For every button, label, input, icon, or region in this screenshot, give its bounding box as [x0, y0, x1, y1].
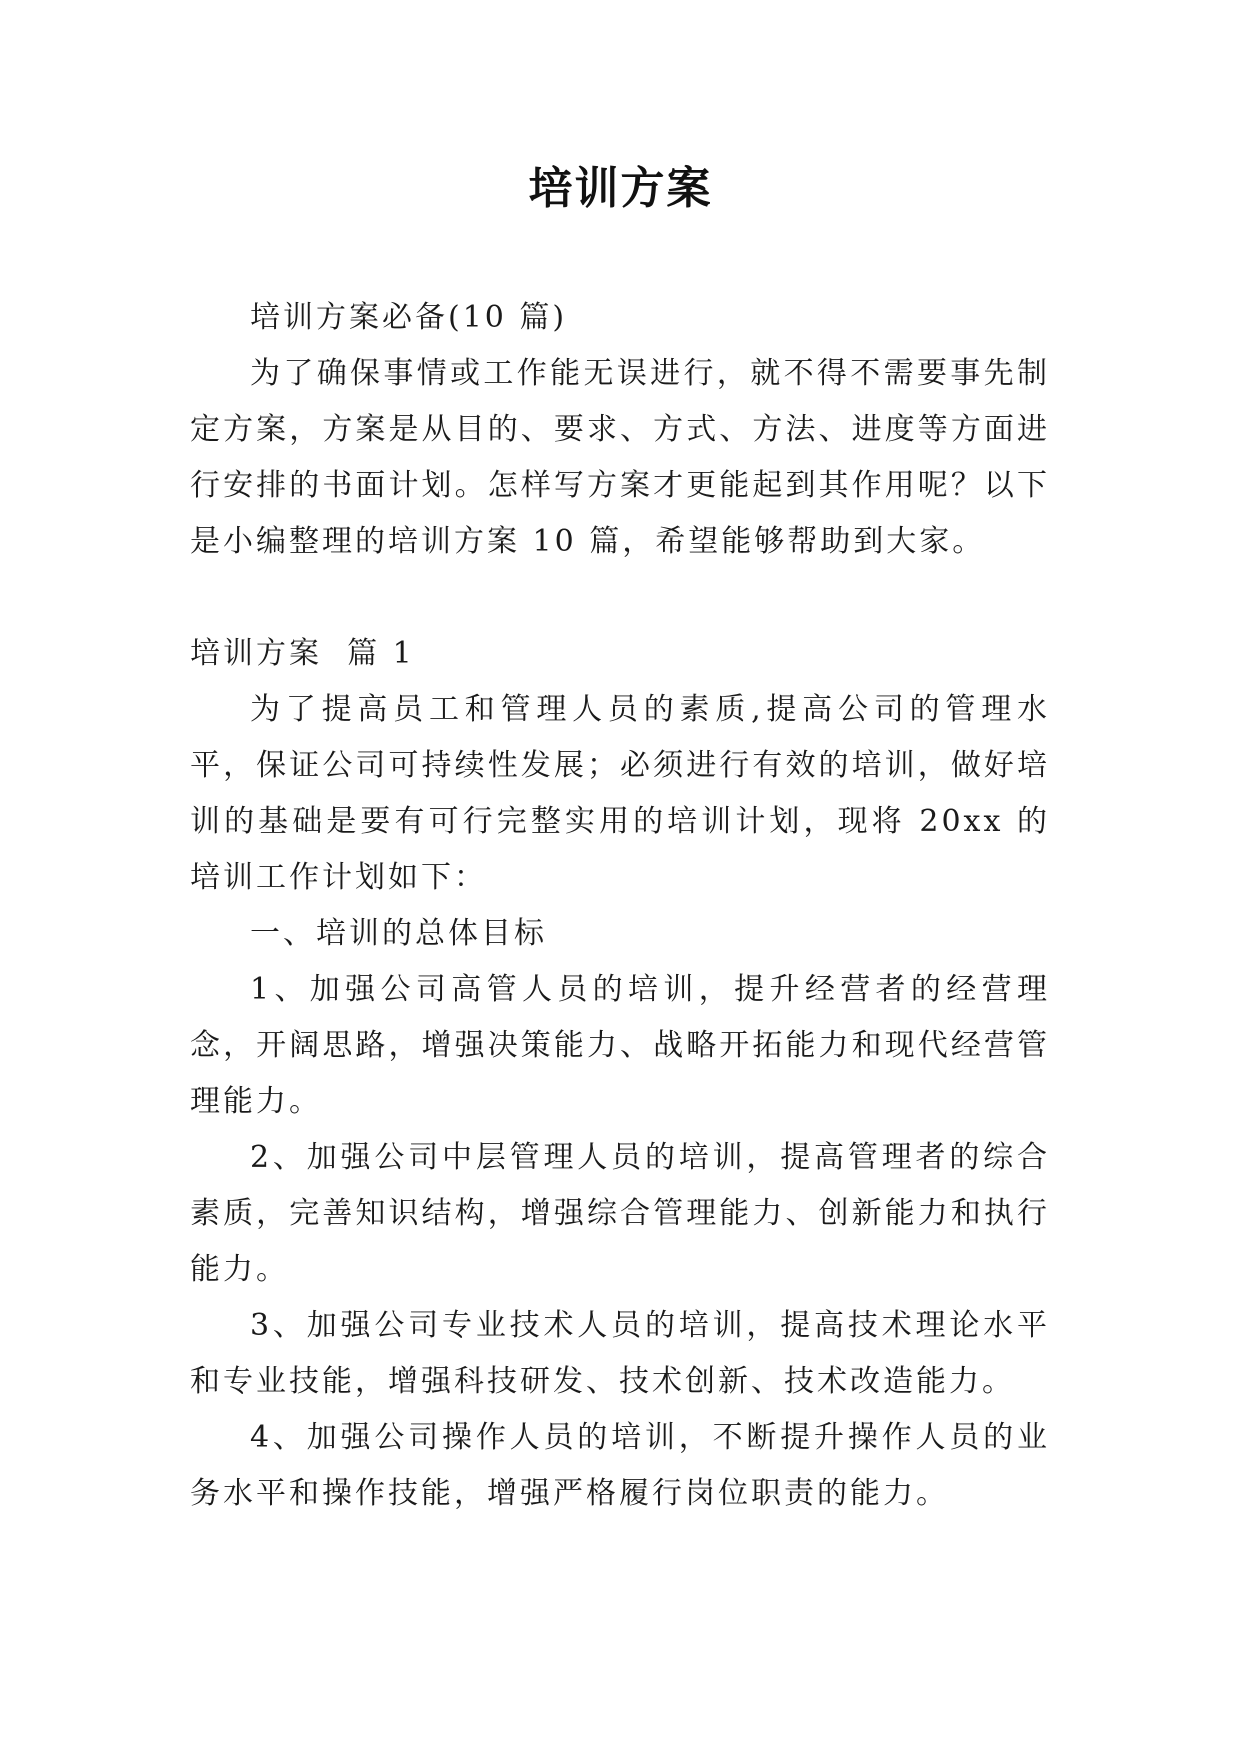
goal-item-1: 1、加强公司高管人员的培训，提升经营者的经营理念，开阔思路，增强决策能力、战略开拓能力和现代经营管理能力。 [190, 972, 1050, 1119]
document-subtitle: 培训方案必备(10 篇) [250, 300, 568, 335]
document-title: 培训方案 [528, 163, 713, 214]
document-body [190, 290, 1050, 1522]
goal-item-4: 4、加强公司操作人员的培训，不断提升操作人员的业务水平和操作技能，增强严格履行岗位职责的能力。 [190, 1420, 1050, 1511]
section-heading: 培训方案 篇 1 [190, 636, 415, 671]
section-paragraph: 为了提高员工和管理人员的素质,提高公司的管理水平，保证公司可持续性发展；必须进行有效的培训，做好培训的基础是要有可行完整实用的培训计划，现将 20xx 的培训工作计划如下： [190, 692, 1050, 895]
intro-paragraph: 为了确保事情或工作能无误进行，就不得不需要事先制定方案，方案是从目的、要求、方式、方法、进度等方面进行安排的书面计划。怎样写方案才更能起到其作用呢？以下是小编整理的培训方案 10 篇，希望能够帮助到大家。 [190, 356, 1050, 559]
section-subheading: 一、培训的总体目标 [250, 916, 547, 951]
paragraph-gap [190, 570, 1050, 626]
goal-item-2: 2、加强公司中层管理人员的培训，提高管理者的综合素质，完善知识结构，增强综合管理能力、创新能力和执行能力。 [190, 1140, 1050, 1287]
goal-item-3: 3、加强公司专业技术人员的培训，提高技术理论水平和专业技能，增强科技研发、技术创新、技术改造能力。 [190, 1308, 1050, 1399]
